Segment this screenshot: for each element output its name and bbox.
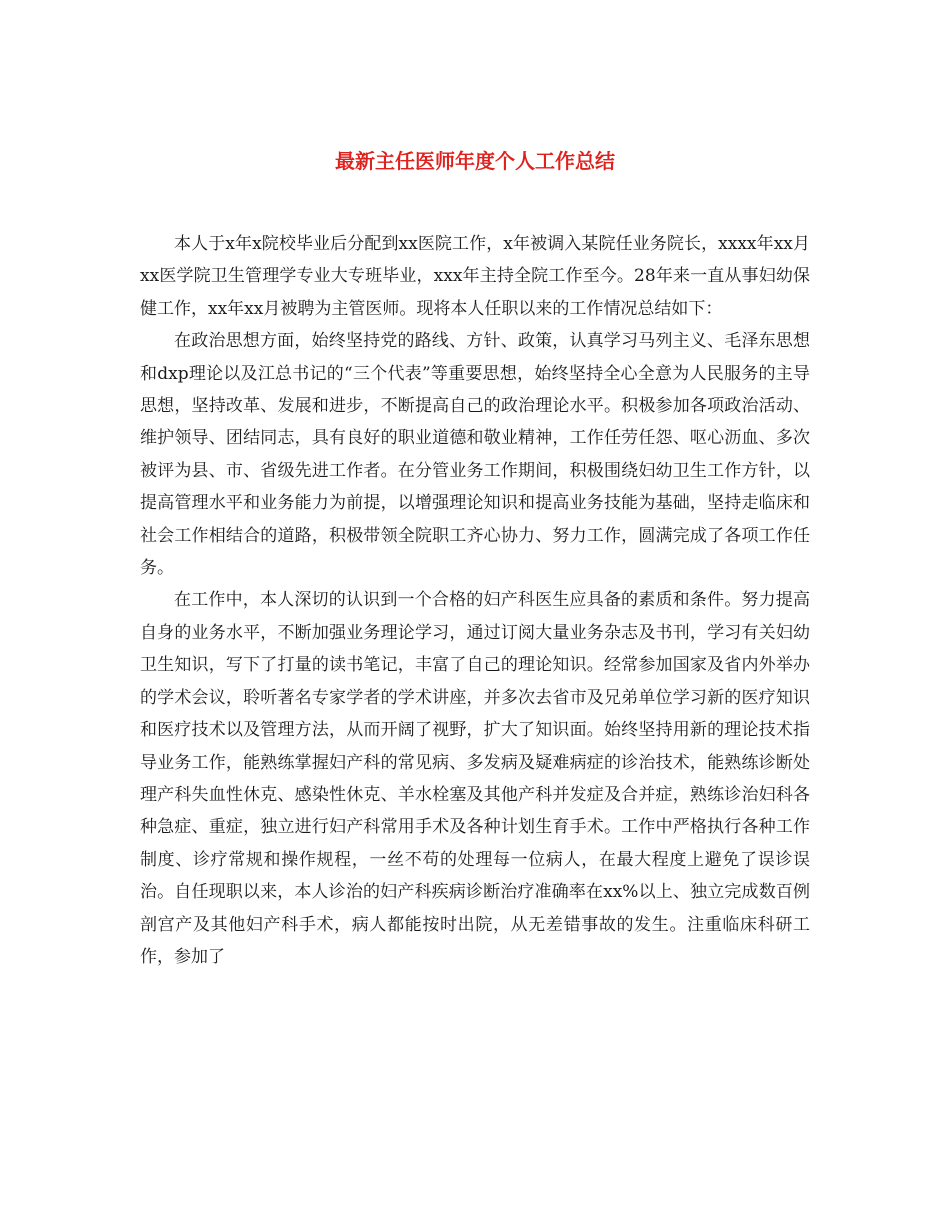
document-body <box>140 228 810 973</box>
paragraph: 在工作中，本人深切的认识到一个合格的妇产科医生应具备的素质和条件。努力提高自身的业务水平，不断加强业务理论学习，通过订阅大量业务杂志及书刊，学习有关妇幼卫生知识，写下了打量的读书笔记，丰富了自己的理论知识。经常参加国家及省内外举办的学术会议，聆听著名专家学者的学术讲座，并多次去省市及兄弟单位学习新的医疗知识和医疗技术以及管理方法，从而开阔了视野，扩大了知识面。始终坚持用新的理论技术指导业务工作，能熟练掌握妇产科的常见病、多发病及疑难病症的诊治技术，能熟练诊断处理产科失血性休克、感染性休克、羊水栓塞及其他产科并发症及合并症，熟练诊治妇科各种急症、重症，独立进行妇产科常用手术及各种计划生育手术。工作中严格执行各种工作制度、诊疗常规和操作规程，一丝不苟的处理每一位病人，在最大程度上避免了误诊误治。自任现职以来，本人诊治的妇产科疾病诊断治疗准确率在xx%以上、独立完成数百例剖宫产及其他妇产科手术，病人都能按时出院，从无差错事故的发生。注重临床科研工作，参加了 <box>140 590 810 967</box>
paragraph: 在政治思想方面，始终坚持党的路线、方针、政策，认真学习马列主义、毛泽东思想和dxp理论以及江总书记的“三个代表”等重要思想，始终坚持全心全意为人民服务的主导思想，坚持改革、发展和进步，不断提高自己的政治理论水平。积极参加各项政治活动、维护领导、团结同志，具有良好的职业道德和敬业精神，工作任劳任怨、呕心沥血、多次被评为县、市、省级先进工作者。在分管业务工作期间，积极围绕妇幼卫生工作方针，以提高管理水平和业务能力为前提，以增强理论知识和提高业务技能为基础，坚持走临床和社会工作相结合的道路，积极带领全院职工齐心协力、努力工作，圆满完成了各项工作任务。 <box>140 331 810 579</box>
document-title: 最新主任医师年度个人工作总结 <box>335 149 615 173</box>
paragraph: 本人于x年x院校毕业后分配到xx医院工作，x年被调入某院任业务院长，xxxx年xx月xx医学院卫生管理学专业大专班毕业，xxx年主持全院工作至今。28年来一直从事妇幼保健工作，xx年xx月被聘为主管医师。现将本人任职以来的工作情况总结如下： <box>140 234 810 319</box>
